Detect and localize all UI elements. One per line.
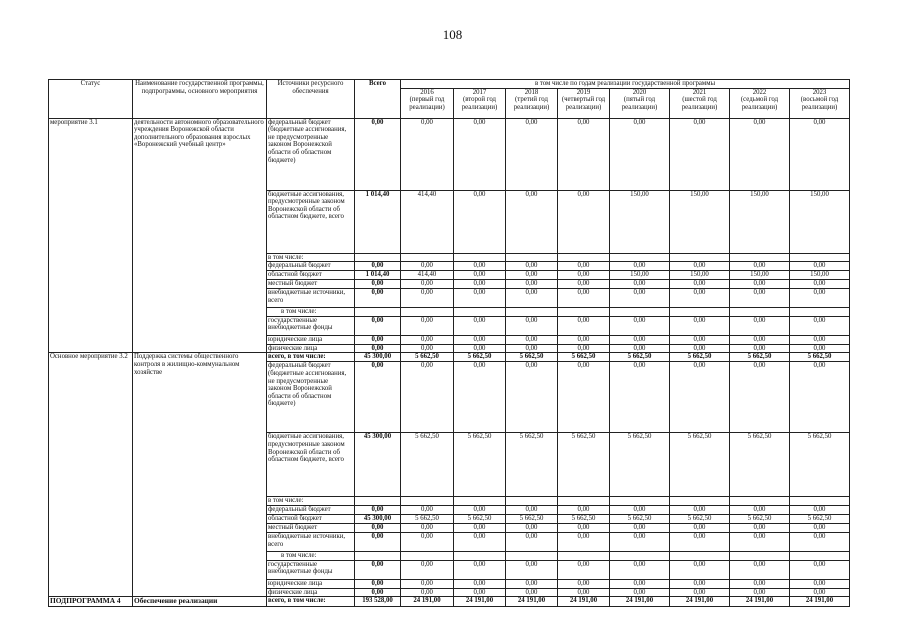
- row-value: 0,00: [506, 316, 558, 335]
- row-value: [670, 308, 730, 317]
- row-value: 0,00: [401, 579, 454, 588]
- header-year-note: (первый год реализации): [409, 96, 445, 111]
- row-value: [506, 253, 558, 262]
- row-value: 0,00: [454, 262, 506, 271]
- header-year-number: 2021: [692, 88, 707, 96]
- row-value: 0,00: [670, 344, 730, 353]
- row-value: 0,00: [670, 262, 730, 271]
- row-value: 0,00: [610, 344, 670, 353]
- row-value: 0,00: [454, 533, 506, 552]
- row-value: 0,00: [790, 506, 850, 515]
- row-value: 0,00: [401, 524, 454, 533]
- row-value: 0,00: [401, 280, 454, 289]
- row-value: 0,00: [790, 118, 850, 190]
- row-value: 5 662,50: [401, 353, 454, 362]
- row-source: федеральный бюджет: [267, 262, 355, 271]
- row-value: 0,00: [454, 335, 506, 344]
- row-value: 0,00: [610, 316, 670, 335]
- row-value: [730, 552, 790, 561]
- row-value: [558, 552, 610, 561]
- row-value: 0,00: [506, 524, 558, 533]
- row-value: 0,00: [790, 316, 850, 335]
- row-value: [610, 308, 670, 317]
- row-value: 150,00: [790, 190, 850, 253]
- row-value: 0,00: [790, 280, 850, 289]
- row-value: 5 662,50: [506, 353, 558, 362]
- row-value: 0,00: [506, 533, 558, 552]
- row-value: 0,00: [730, 344, 790, 353]
- header-year-2018: [506, 88, 558, 118]
- header-year-2020: [610, 88, 670, 118]
- row-value: 0,00: [670, 533, 730, 552]
- row-total: 0,00: [355, 262, 401, 271]
- row-value: 24 191,00: [558, 597, 610, 606]
- row-source: юридические лица: [267, 579, 355, 588]
- row-value: 0,00: [506, 190, 558, 253]
- row-value: 0,00: [506, 506, 558, 515]
- row-total: 1 014,40: [355, 190, 401, 253]
- row-value: 0,00: [558, 289, 610, 308]
- row-value: 0,00: [506, 588, 558, 597]
- row-value: 5 662,50: [558, 353, 610, 362]
- row-value: 0,00: [401, 588, 454, 597]
- header-year-number: 2022: [752, 88, 767, 96]
- row-value: 5 662,50: [730, 433, 790, 497]
- row-value: 0,00: [730, 362, 790, 433]
- row-source: местный бюджет: [267, 280, 355, 289]
- row-value: 0,00: [790, 533, 850, 552]
- row-value: 0,00: [558, 118, 610, 190]
- header-year-note: (четвертый год реализации): [561, 96, 606, 111]
- row-value: 150,00: [730, 271, 790, 280]
- row-value: 0,00: [730, 524, 790, 533]
- row-value: 0,00: [790, 588, 850, 597]
- row-total: 45 300,00: [355, 353, 401, 362]
- row-value: 0,00: [558, 560, 610, 579]
- row-value: 0,00: [454, 560, 506, 579]
- row-value: 150,00: [670, 190, 730, 253]
- row-value: [730, 497, 790, 506]
- row-value: 0,00: [730, 280, 790, 289]
- table-row: [49, 353, 850, 362]
- row-source: бюджетные ассигнования, предусмотренные законом Воронежской области об областном бюджете, всего: [267, 190, 355, 253]
- row-total: 45 300,00: [355, 433, 401, 497]
- row-value: 0,00: [730, 579, 790, 588]
- row-total: 0,00: [355, 316, 401, 335]
- row-value: [670, 552, 730, 561]
- row-value: 0,00: [558, 316, 610, 335]
- row-value: 0,00: [506, 344, 558, 353]
- row-source: в том числе:: [267, 497, 355, 506]
- row-value: 24 191,00: [790, 597, 850, 606]
- row-value: 0,00: [670, 524, 730, 533]
- header-year-2016: [401, 88, 454, 118]
- header-year-number: 2020: [632, 88, 647, 96]
- row-value: [670, 497, 730, 506]
- row-total: [355, 253, 401, 262]
- row-value: 0,00: [506, 118, 558, 190]
- row-value: 24 191,00: [730, 597, 790, 606]
- page-number: 108: [442, 27, 463, 42]
- row-value: 0,00: [558, 190, 610, 253]
- header-year-note: (второй год реализации): [461, 96, 498, 111]
- header-year-number: 2016: [420, 88, 434, 96]
- row-total: 0,00: [355, 524, 401, 533]
- row-value: 0,00: [610, 280, 670, 289]
- row-value: 0,00: [558, 588, 610, 597]
- row-value: 0,00: [454, 190, 506, 253]
- row-total: 0,00: [355, 506, 401, 515]
- row-value: [506, 308, 558, 317]
- row-value: 0,00: [610, 506, 670, 515]
- row-value: 0,00: [454, 344, 506, 353]
- row-total: 45 300,00: [355, 515, 401, 524]
- row-status: Основное мероприятие 3.2: [49, 353, 133, 597]
- row-value: 0,00: [558, 524, 610, 533]
- row-source: областной бюджет: [267, 271, 355, 280]
- row-value: 0,00: [558, 506, 610, 515]
- row-value: 5 662,50: [610, 515, 670, 524]
- row-value: 0,00: [454, 588, 506, 597]
- row-value: 0,00: [790, 362, 850, 433]
- header-year-note: (седьмой год реализации): [740, 96, 779, 111]
- row-source: федеральный бюджет (бюджетные ассигнования, не предусмотренные законом Воронежской области об областном бюджете): [267, 118, 355, 190]
- row-value: 0,00: [670, 335, 730, 344]
- row-total: 0,00: [355, 335, 401, 344]
- row-value: 0,00: [558, 335, 610, 344]
- row-value: 0,00: [790, 262, 850, 271]
- row-value: 0,00: [454, 362, 506, 433]
- row-source: внебюджетные источники, всего: [267, 289, 355, 308]
- row-value: 5 662,50: [401, 515, 454, 524]
- row-value: 0,00: [610, 579, 670, 588]
- row-value: 0,00: [610, 533, 670, 552]
- row-value: 0,00: [610, 588, 670, 597]
- row-value: 0,00: [670, 362, 730, 433]
- row-value: 5 662,50: [558, 433, 610, 497]
- row-value: 5 662,50: [506, 433, 558, 497]
- row-value: 0,00: [610, 524, 670, 533]
- row-value: 150,00: [610, 271, 670, 280]
- row-source: федеральный бюджет: [267, 506, 355, 515]
- row-status: ПОДПРОГРАММА 4: [49, 597, 133, 606]
- row-value: 0,00: [454, 118, 506, 190]
- row-value: 0,00: [790, 344, 850, 353]
- row-value: [558, 253, 610, 262]
- row-value: 0,00: [558, 579, 610, 588]
- row-total: 1 014,40: [355, 271, 401, 280]
- header-year-number: 2019: [576, 88, 591, 96]
- row-value: 0,00: [401, 506, 454, 515]
- row-value: 5 662,50: [454, 353, 506, 362]
- row-value: 150,00: [610, 190, 670, 253]
- table-row-subprogram: [49, 597, 850, 606]
- row-value: 0,00: [558, 280, 610, 289]
- row-value: 0,00: [730, 560, 790, 579]
- row-value: 0,00: [558, 271, 610, 280]
- row-total: 0,00: [355, 533, 401, 552]
- row-value: 414,40: [401, 190, 454, 253]
- row-value: 0,00: [610, 289, 670, 308]
- budget-table: [48, 79, 850, 607]
- row-value: 0,00: [401, 289, 454, 308]
- row-value: 0,00: [610, 335, 670, 344]
- header-year-2021: [670, 88, 730, 118]
- row-source: бюджетные ассигнования, предусмотренные законом Воронежской области об областном бюджете, всего: [267, 433, 355, 497]
- row-name: Обеспечение реализации: [133, 597, 267, 606]
- row-source: внебюджетные источники, всего: [267, 533, 355, 552]
- row-value: 0,00: [454, 506, 506, 515]
- row-value: 414,40: [401, 271, 454, 280]
- row-status: мероприятие 3.1: [49, 118, 133, 353]
- row-value: [401, 552, 454, 561]
- row-name: Поддержка системы общественного контроля в жилищно-коммунальном хозяйстве: [133, 353, 267, 597]
- row-value: [790, 308, 850, 317]
- row-value: 150,00: [670, 271, 730, 280]
- row-source: юридические лица: [267, 335, 355, 344]
- row-value: [506, 552, 558, 561]
- row-value: 0,00: [454, 579, 506, 588]
- row-value: [506, 497, 558, 506]
- row-value: 24 191,00: [610, 597, 670, 606]
- row-value: 5 662,50: [670, 515, 730, 524]
- row-total: 0,00: [355, 280, 401, 289]
- row-value: 0,00: [790, 579, 850, 588]
- row-source: в том числе:: [267, 308, 355, 317]
- row-value: 0,00: [670, 579, 730, 588]
- row-value: [454, 253, 506, 262]
- row-value: 5 662,50: [401, 433, 454, 497]
- row-value: [730, 308, 790, 317]
- table-row: [49, 118, 850, 190]
- row-source: местный бюджет: [267, 524, 355, 533]
- header-year-2019: [558, 88, 610, 118]
- row-value: 150,00: [730, 190, 790, 253]
- row-value: 0,00: [506, 579, 558, 588]
- row-total: [355, 308, 401, 317]
- row-value: [558, 308, 610, 317]
- row-value: 0,00: [558, 362, 610, 433]
- row-value: 0,00: [790, 560, 850, 579]
- row-value: 24 191,00: [401, 597, 454, 606]
- row-total: 0,00: [355, 579, 401, 588]
- row-value: 0,00: [730, 118, 790, 190]
- row-value: 5 662,50: [670, 433, 730, 497]
- header-year-2023: [790, 88, 850, 118]
- row-total: 0,00: [355, 362, 401, 433]
- header-sources: Источники ресурсного обеспечения: [267, 80, 355, 119]
- row-value: 5 662,50: [790, 433, 850, 497]
- row-value: [454, 497, 506, 506]
- row-value: 0,00: [670, 316, 730, 335]
- row-value: 5 662,50: [730, 353, 790, 362]
- header-status: Статус: [49, 80, 133, 119]
- row-value: 0,00: [730, 289, 790, 308]
- header-year-note: (пятый год реализации): [621, 96, 658, 111]
- row-value: 0,00: [401, 362, 454, 433]
- row-value: [558, 497, 610, 506]
- row-value: 0,00: [730, 316, 790, 335]
- row-source: всего, в том числе:: [267, 597, 355, 606]
- row-value: [610, 552, 670, 561]
- row-source: физические лица: [267, 344, 355, 353]
- row-source: в том числе:: [267, 253, 355, 262]
- header-year-2022: [730, 88, 790, 118]
- row-value: 5 662,50: [506, 515, 558, 524]
- row-source: в том числе:: [267, 552, 355, 561]
- row-value: 0,00: [670, 560, 730, 579]
- row-total: 0,00: [355, 560, 401, 579]
- row-value: 0,00: [558, 262, 610, 271]
- header-name: Наименование государственной программы, подпрограммы, основного мероприятия: [133, 80, 267, 119]
- header-year-2017: [454, 88, 506, 118]
- row-value: 0,00: [454, 316, 506, 335]
- row-value: 0,00: [506, 289, 558, 308]
- row-source: физические лица: [267, 588, 355, 597]
- row-value: 0,00: [670, 289, 730, 308]
- row-value: [401, 497, 454, 506]
- row-value: 0,00: [401, 262, 454, 271]
- row-value: 0,00: [454, 524, 506, 533]
- row-value: 0,00: [730, 262, 790, 271]
- row-value: [401, 253, 454, 262]
- row-value: 0,00: [610, 118, 670, 190]
- row-value: 0,00: [401, 335, 454, 344]
- row-value: 0,00: [401, 316, 454, 335]
- row-value: 0,00: [730, 335, 790, 344]
- row-value: 5 662,50: [454, 515, 506, 524]
- row-value: 0,00: [790, 289, 850, 308]
- row-value: 0,00: [670, 280, 730, 289]
- row-value: [730, 253, 790, 262]
- row-source: всего, в том числе:: [267, 353, 355, 362]
- row-value: 0,00: [558, 533, 610, 552]
- row-total: [355, 552, 401, 561]
- row-value: 0,00: [610, 362, 670, 433]
- row-value: 5 662,50: [790, 515, 850, 524]
- row-value: 5 662,50: [610, 433, 670, 497]
- row-total: [355, 497, 401, 506]
- row-value: 0,00: [670, 588, 730, 597]
- row-value: [790, 552, 850, 561]
- row-name: деятельности автономного образовательного учреждения Воронежской области дополнительного образования взрослых «Воронежский учебный центр»: [133, 118, 267, 353]
- row-value: 0,00: [506, 280, 558, 289]
- row-value: 0,00: [610, 262, 670, 271]
- row-value: 0,00: [401, 560, 454, 579]
- row-value: 0,00: [506, 362, 558, 433]
- header-year-number: 2018: [524, 88, 539, 96]
- row-value: 5 662,50: [790, 353, 850, 362]
- row-source: федеральный бюджет (бюджетные ассигнования, не предусмотренные законом Воронежской области об областном бюджете): [267, 362, 355, 433]
- row-value: 0,00: [401, 533, 454, 552]
- header-year-note: (шестой год реализации): [681, 96, 718, 111]
- header-by-years: в том числе по годам реализации государственной программы: [401, 80, 850, 89]
- header-year-number: 2023: [812, 88, 827, 96]
- row-value: 0,00: [401, 118, 454, 190]
- row-value: 0,00: [790, 335, 850, 344]
- row-value: [610, 497, 670, 506]
- row-value: 0,00: [730, 533, 790, 552]
- row-value: [670, 253, 730, 262]
- row-value: 0,00: [610, 560, 670, 579]
- row-total: 0,00: [355, 289, 401, 308]
- row-total: 0,00: [355, 118, 401, 190]
- row-value: 0,00: [670, 506, 730, 515]
- row-source: областной бюджет: [267, 515, 355, 524]
- row-value: [454, 552, 506, 561]
- row-value: 24 191,00: [454, 597, 506, 606]
- row-value: 0,00: [454, 280, 506, 289]
- row-value: 0,00: [670, 118, 730, 190]
- header-year-note: (третий год реализации): [513, 96, 550, 111]
- row-value: 0,00: [506, 560, 558, 579]
- row-total: 193 528,00: [355, 597, 401, 606]
- row-value: [610, 253, 670, 262]
- row-value: 0,00: [401, 344, 454, 353]
- row-value: 0,00: [454, 271, 506, 280]
- row-total: 0,00: [355, 344, 401, 353]
- row-value: 5 662,50: [730, 515, 790, 524]
- row-value: 5 662,50: [454, 433, 506, 497]
- row-value: 0,00: [506, 262, 558, 271]
- row-value: 0,00: [790, 524, 850, 533]
- row-value: 5 662,50: [610, 353, 670, 362]
- row-value: 150,00: [790, 271, 850, 280]
- row-value: 0,00: [454, 289, 506, 308]
- row-source: государственные внебюджетные фонды: [267, 560, 355, 579]
- row-value: 0,00: [506, 271, 558, 280]
- row-value: [790, 253, 850, 262]
- header-total: Всего: [355, 80, 401, 119]
- row-total: 0,00: [355, 588, 401, 597]
- row-value: [790, 497, 850, 506]
- row-value: 5 662,50: [558, 515, 610, 524]
- header-row-top: [49, 80, 850, 89]
- row-value: 0,00: [730, 588, 790, 597]
- row-source: государственные внебюджетные фонды: [267, 316, 355, 335]
- header-year-note: (восьмой год реализации): [800, 96, 839, 111]
- row-value: 24 191,00: [670, 597, 730, 606]
- row-value: [401, 308, 454, 317]
- row-value: 0,00: [506, 335, 558, 344]
- row-value: 0,00: [730, 506, 790, 515]
- row-value: 0,00: [558, 344, 610, 353]
- row-value: 5 662,50: [670, 353, 730, 362]
- header-year-number: 2017: [472, 88, 487, 96]
- row-value: [454, 308, 506, 317]
- row-value: 24 191,00: [506, 597, 558, 606]
